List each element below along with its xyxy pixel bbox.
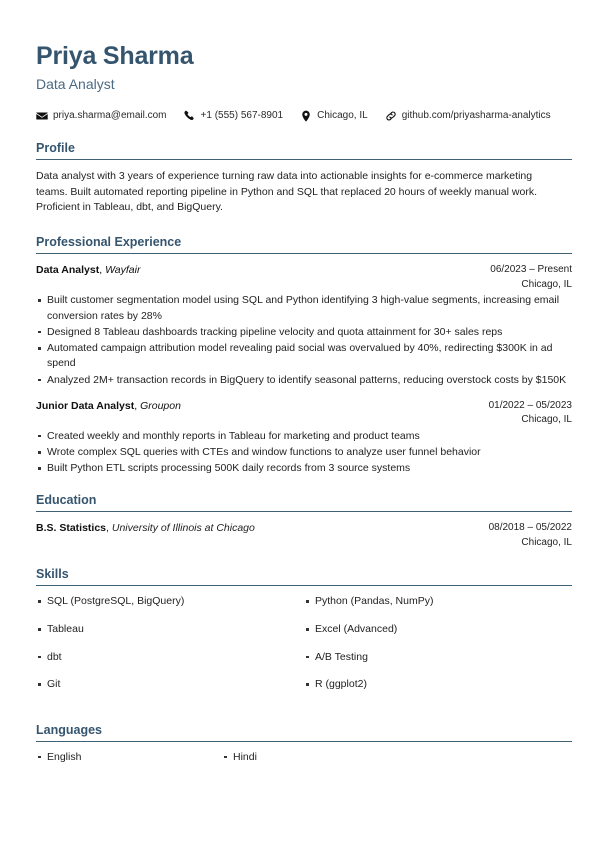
contact-phone[interactable] bbox=[184, 110, 284, 122]
text-separator: , bbox=[106, 522, 112, 535]
resume-header bbox=[36, 42, 572, 122]
list-item: Wrote complex SQL queries with CTEs and window functions to analyze user funnel behavior bbox=[36, 445, 572, 460]
skills-column-right bbox=[304, 595, 572, 705]
list-item: Created weekly and monthly reports in Tableau for marketing and product teams bbox=[36, 429, 572, 444]
list-item: Built customer segmentation model using SQL and Python identifying 3 high-value segments, increasing email conversion rates by 28% bbox=[36, 293, 572, 323]
list-item: Excel (Advanced) bbox=[304, 623, 572, 636]
section-rule bbox=[36, 585, 572, 586]
experience-entry bbox=[36, 263, 572, 387]
section-profile bbox=[36, 141, 572, 217]
experience-company: Groupon bbox=[140, 399, 181, 412]
contact-location bbox=[300, 110, 368, 122]
candidate-job-title: Data Analyst bbox=[36, 75, 115, 92]
contact-email[interactable] bbox=[36, 110, 167, 122]
contact-bar bbox=[36, 110, 572, 122]
location-pin-icon bbox=[300, 110, 312, 122]
text-separator: , bbox=[99, 264, 106, 277]
education-entry-meta bbox=[466, 521, 572, 550]
contact-location-text: Chicago, IL bbox=[317, 109, 368, 121]
text-separator: , bbox=[134, 399, 141, 412]
phone-icon bbox=[184, 110, 196, 122]
list-item: A/B Testing bbox=[304, 651, 572, 664]
list-item: dbt bbox=[36, 651, 304, 664]
contact-website[interactable] bbox=[385, 110, 551, 122]
list-item: Analyzed 2M+ transaction records in BigQuery to identify seasonal patterns, reducing overstock costs by $150K bbox=[36, 373, 572, 388]
section-rule bbox=[36, 511, 572, 512]
list-item: R (ggplot2) bbox=[304, 678, 572, 691]
languages-column-left bbox=[36, 751, 222, 764]
experience-bullet-list bbox=[36, 293, 572, 387]
languages-grid bbox=[36, 751, 572, 764]
experience-role: Junior Data Analyst bbox=[36, 399, 135, 412]
experience-company: Wayfair bbox=[105, 264, 141, 277]
section-heading-education: Education bbox=[36, 493, 97, 508]
languages-list bbox=[222, 751, 408, 764]
list-item: English bbox=[36, 751, 222, 764]
candidate-name: Priya Sharma bbox=[36, 42, 194, 70]
profile-summary-text: Data analyst with 3 years of experience turning raw data into actionable insights for e-commerce marketing teams. Built automated reporting pipeline in Python and SQL that replaced 20 hours of weekly manual work. Proficient in Tableau, dbt, and BigQuery. bbox=[36, 169, 537, 214]
experience-location: Chicago, IL bbox=[521, 414, 572, 426]
contact-phone-text: +1 (555) 567-8901 bbox=[200, 109, 284, 121]
skills-list bbox=[36, 595, 304, 690]
education-entry bbox=[36, 521, 572, 550]
list-item: SQL (PostgreSQL, BigQuery) bbox=[36, 595, 304, 608]
experience-entry-heading bbox=[36, 399, 452, 414]
section-education bbox=[36, 493, 572, 550]
experience-entry-meta bbox=[466, 263, 572, 292]
section-heading-skills: Skills bbox=[36, 567, 69, 582]
education-date-range: 08/2018 – 05/2022 bbox=[488, 522, 572, 534]
education-location: Chicago, IL bbox=[521, 536, 572, 548]
section-rule bbox=[36, 741, 572, 742]
section-rule bbox=[36, 159, 572, 160]
experience-date-range: 06/2023 – Present bbox=[490, 264, 572, 276]
list-item: Tableau bbox=[36, 623, 304, 636]
experience-entry-meta bbox=[466, 399, 572, 428]
experience-entry bbox=[36, 399, 572, 477]
education-degree: B.S. Statistics bbox=[36, 522, 107, 535]
experience-entry-heading bbox=[36, 263, 452, 278]
list-item: Automated campaign attribution model revealing paid social was overvalued by 40%, redirecting $300K in ad spend bbox=[36, 341, 572, 371]
experience-role: Data Analyst bbox=[36, 264, 100, 277]
education-school: University of Illinois at Chicago bbox=[111, 522, 255, 535]
section-languages bbox=[36, 723, 572, 764]
languages-list bbox=[36, 751, 222, 764]
list-item: Built Python ETL scripts processing 500K daily records from 3 source systems bbox=[36, 461, 572, 476]
list-item: Hindi bbox=[222, 751, 408, 764]
envelope-icon bbox=[36, 110, 48, 122]
section-skills bbox=[36, 567, 572, 705]
section-heading-experience: Professional Experience bbox=[36, 235, 182, 250]
list-item: Python (Pandas, NumPy) bbox=[304, 595, 572, 608]
section-heading-languages: Languages bbox=[36, 722, 102, 737]
experience-bullet-list bbox=[36, 429, 572, 477]
education-entry-heading bbox=[36, 521, 452, 536]
section-experience bbox=[36, 235, 572, 476]
link-icon bbox=[385, 110, 397, 122]
section-heading-profile: Profile bbox=[36, 140, 75, 155]
contact-email-text: priya.sharma@email.com bbox=[53, 109, 167, 121]
experience-location: Chicago, IL bbox=[521, 278, 572, 290]
skills-list bbox=[304, 595, 572, 690]
list-item: Git bbox=[36, 678, 304, 691]
languages-column-right bbox=[222, 751, 408, 764]
list-item: Designed 8 Tableau dashboards tracking pipeline velocity and quota attainment for 30+ sales reps bbox=[36, 325, 572, 340]
skills-grid bbox=[36, 595, 572, 705]
contact-website-text: github.com/priyasharma-analytics bbox=[401, 109, 551, 121]
section-rule bbox=[36, 253, 572, 254]
experience-date-range: 01/2022 – 05/2023 bbox=[488, 399, 572, 411]
skills-column-left bbox=[36, 595, 304, 705]
